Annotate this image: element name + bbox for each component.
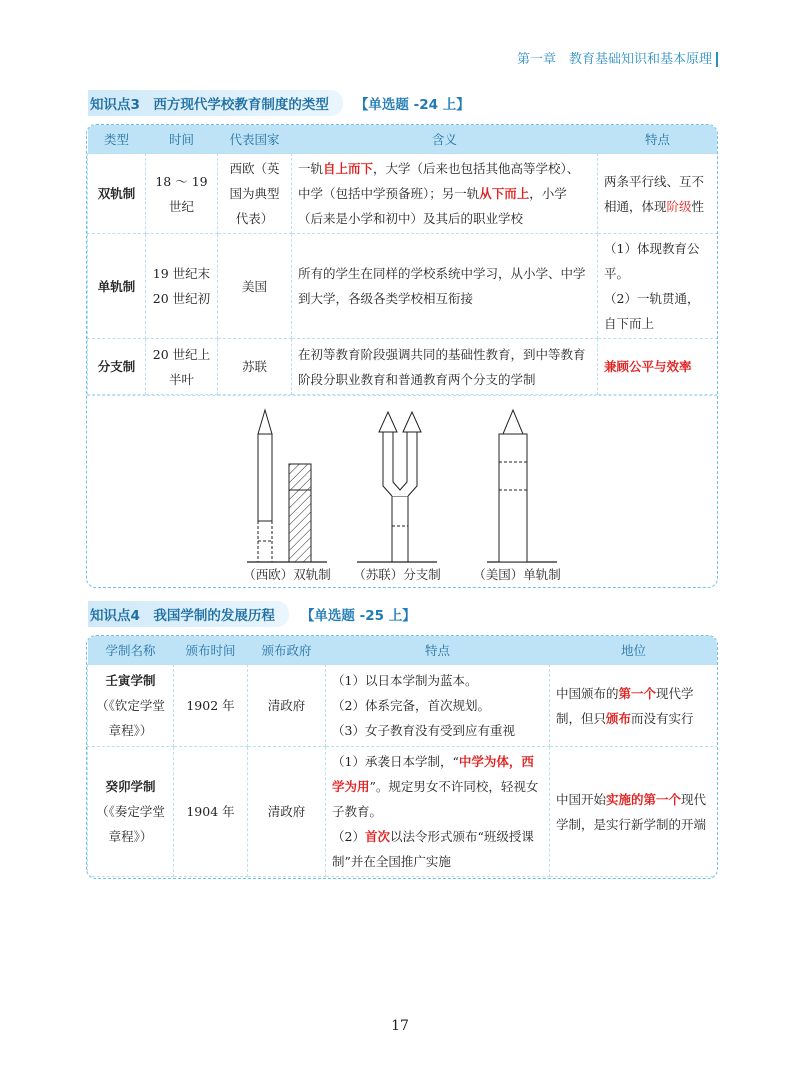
diagram-label-single: （美国）单轨制 — [473, 567, 561, 582]
meaning-highlight: 从下而上 — [479, 186, 530, 201]
system-name: 壬寅学制 — [105, 673, 156, 688]
gov-cell: 清政府 — [248, 747, 326, 877]
feature-line: （2）体系完备，首次规划。 — [332, 698, 490, 713]
time-cell: 20 世纪上半叶 — [146, 339, 218, 395]
status-cell — [550, 665, 718, 747]
status-text: 现代学制，但只 — [556, 685, 694, 726]
kp3-header-type: 类型 — [88, 125, 146, 154]
meaning-text: 一轨 — [298, 161, 324, 176]
kp4-header-row — [88, 636, 718, 665]
lower-track-bar — [289, 464, 311, 562]
up-arrow-icon — [503, 410, 523, 434]
kp3-header-feature: 特点 — [598, 125, 718, 154]
kp3-header-country: 代表国家 — [218, 125, 292, 154]
time-cell: 18 ～ 19 世纪 — [146, 154, 218, 234]
single-track-bar — [499, 434, 527, 562]
country-cell: 苏联 — [218, 339, 292, 395]
up-arrow-icon — [403, 412, 421, 432]
kp3-table — [87, 125, 718, 395]
type-cell: 双轨制 — [88, 154, 146, 234]
school-system-diagram — [87, 395, 717, 588]
up-arrow-icon — [258, 410, 272, 434]
feature-text: （2） — [332, 829, 365, 844]
status-cell — [550, 747, 718, 877]
kp4-table-box — [86, 635, 718, 879]
type-cell: 单轨制 — [88, 234, 146, 339]
table-row — [88, 665, 718, 747]
feature-text: ”。规定男女不许同校，轻视女子教育。 — [332, 779, 539, 819]
country-cell: 美国 — [218, 234, 292, 339]
diagram-svg — [87, 396, 717, 588]
name-cell — [88, 665, 174, 747]
country-cell: 西欧（英国为典型代表） — [218, 154, 292, 234]
meaning-text: ，大学（后来也包括其他高等学校）、中学（包括中学预备班）；另一轨 — [298, 161, 580, 201]
kp4-header-features: 特点 — [326, 636, 550, 665]
table-row — [88, 339, 718, 395]
kp3-header-meaning: 含义 — [292, 125, 598, 154]
meaning-cell — [292, 154, 598, 234]
time-cell: 19 世纪末 20 世纪初 — [146, 234, 218, 339]
meaning-highlight: 自上而下 — [323, 161, 374, 176]
status-text: 而没有实行 — [631, 710, 694, 726]
header-bar — [716, 52, 718, 67]
features-cell — [326, 747, 550, 877]
feature-cell — [598, 234, 718, 339]
common-stem-bar — [392, 496, 408, 562]
status-text: 现代学制，是实行新学制的开端 — [556, 791, 707, 832]
upper-track-bar — [258, 434, 272, 521]
status-text: 中国颁布的 — [556, 685, 619, 701]
system-subtitle: （《钦定学堂章程》） — [96, 698, 165, 738]
meaning-text: ，小学（后来是小学和初中）及其后的职业学校 — [298, 186, 567, 226]
feature-line — [332, 749, 543, 824]
page-number: 17 — [391, 1018, 409, 1034]
table-row — [88, 747, 718, 877]
kp4-title-bar — [88, 603, 416, 625]
feature-line: （1）体现教育公平。 — [604, 241, 700, 281]
feature-highlight: 阶级 — [666, 198, 692, 214]
kp3-title-bar — [88, 92, 470, 114]
kp4-header-year: 颁布时间 — [174, 636, 248, 665]
diagram-label-branched: （苏联）分支制 — [353, 567, 441, 582]
kp3-header-row — [88, 125, 718, 154]
table-row — [88, 234, 718, 339]
feature-highlight: 中学为体，西学为用 — [332, 754, 534, 794]
kp4-tag: 【单选题 -25 上】 — [300, 608, 416, 624]
status-text: 中国开始 — [556, 791, 607, 807]
table-row — [88, 154, 718, 234]
system-name: 癸卯学制 — [105, 779, 156, 794]
chapter-header — [517, 48, 718, 67]
kp4-header-gov: 颁布政府 — [248, 636, 326, 665]
up-arrow-icon — [379, 412, 397, 432]
features-cell — [326, 665, 550, 747]
feature-text: （1）承袭日本学制，“ — [332, 754, 459, 769]
year-cell: 1904 年 — [174, 747, 248, 877]
feature-line: （3）女子教育没有受到应有重视 — [332, 723, 515, 738]
status-highlight: 颁布 — [606, 710, 632, 726]
system-subtitle: （《奏定学堂章程》） — [96, 804, 165, 844]
status-highlight: 实施的第一个 — [606, 791, 682, 807]
status-highlight: 第一个 — [618, 685, 657, 701]
gov-cell: 清政府 — [248, 665, 326, 747]
kp4-title: 知识点4 我国学制的发展历程 — [88, 601, 289, 627]
feature-line: （2）一轨贯通，自下而上 — [604, 291, 700, 331]
kp3-title: 知识点3 西方现代学校教育制度的类型 — [88, 90, 343, 116]
feature-line: （1）以日本学制为蓝本。 — [332, 673, 478, 688]
feature-cell — [598, 154, 718, 234]
dual-track-diagram — [247, 410, 327, 562]
name-cell — [88, 747, 174, 877]
branch-fork — [383, 432, 417, 496]
year-cell: 1902 年 — [174, 665, 248, 747]
feature-highlight: 首次 — [364, 829, 390, 844]
feature-text: 以法令形式颁布“班级授课制”并在全国推广实施 — [332, 829, 534, 869]
kp4-table — [87, 636, 718, 877]
kp3-tag: 【单选题 -24 上】 — [354, 97, 470, 113]
feature-text: 性 — [691, 198, 705, 214]
branched-diagram — [357, 412, 437, 562]
feature-cell: 兼顾公平与效率 — [598, 339, 718, 395]
meaning-cell: 在初等教育阶段强调共同的基础性教育，到中等教育阶段分职业教育和普通教育两个分支的学制 — [292, 339, 598, 395]
meaning-cell: 所有的学生在同样的学校系统中学习，从小学、中学到大学，各级各类学校相互衔接 — [292, 234, 598, 339]
chapter-title: 第一章 教育基础知识和基本原理 — [516, 52, 712, 67]
feature-line — [332, 824, 543, 874]
kp4-header-status: 地位 — [550, 636, 718, 665]
single-track-diagram — [487, 410, 557, 562]
type-cell: 分支制 — [88, 339, 146, 395]
diagram-label-dual: （西欧）双轨制 — [243, 567, 331, 582]
feature-text: 两条平行线、互不相通，体现 — [604, 173, 705, 214]
kp4-header-name: 学制名称 — [88, 636, 174, 665]
kp3-table-box — [86, 124, 718, 588]
kp3-header-time: 时间 — [146, 125, 218, 154]
